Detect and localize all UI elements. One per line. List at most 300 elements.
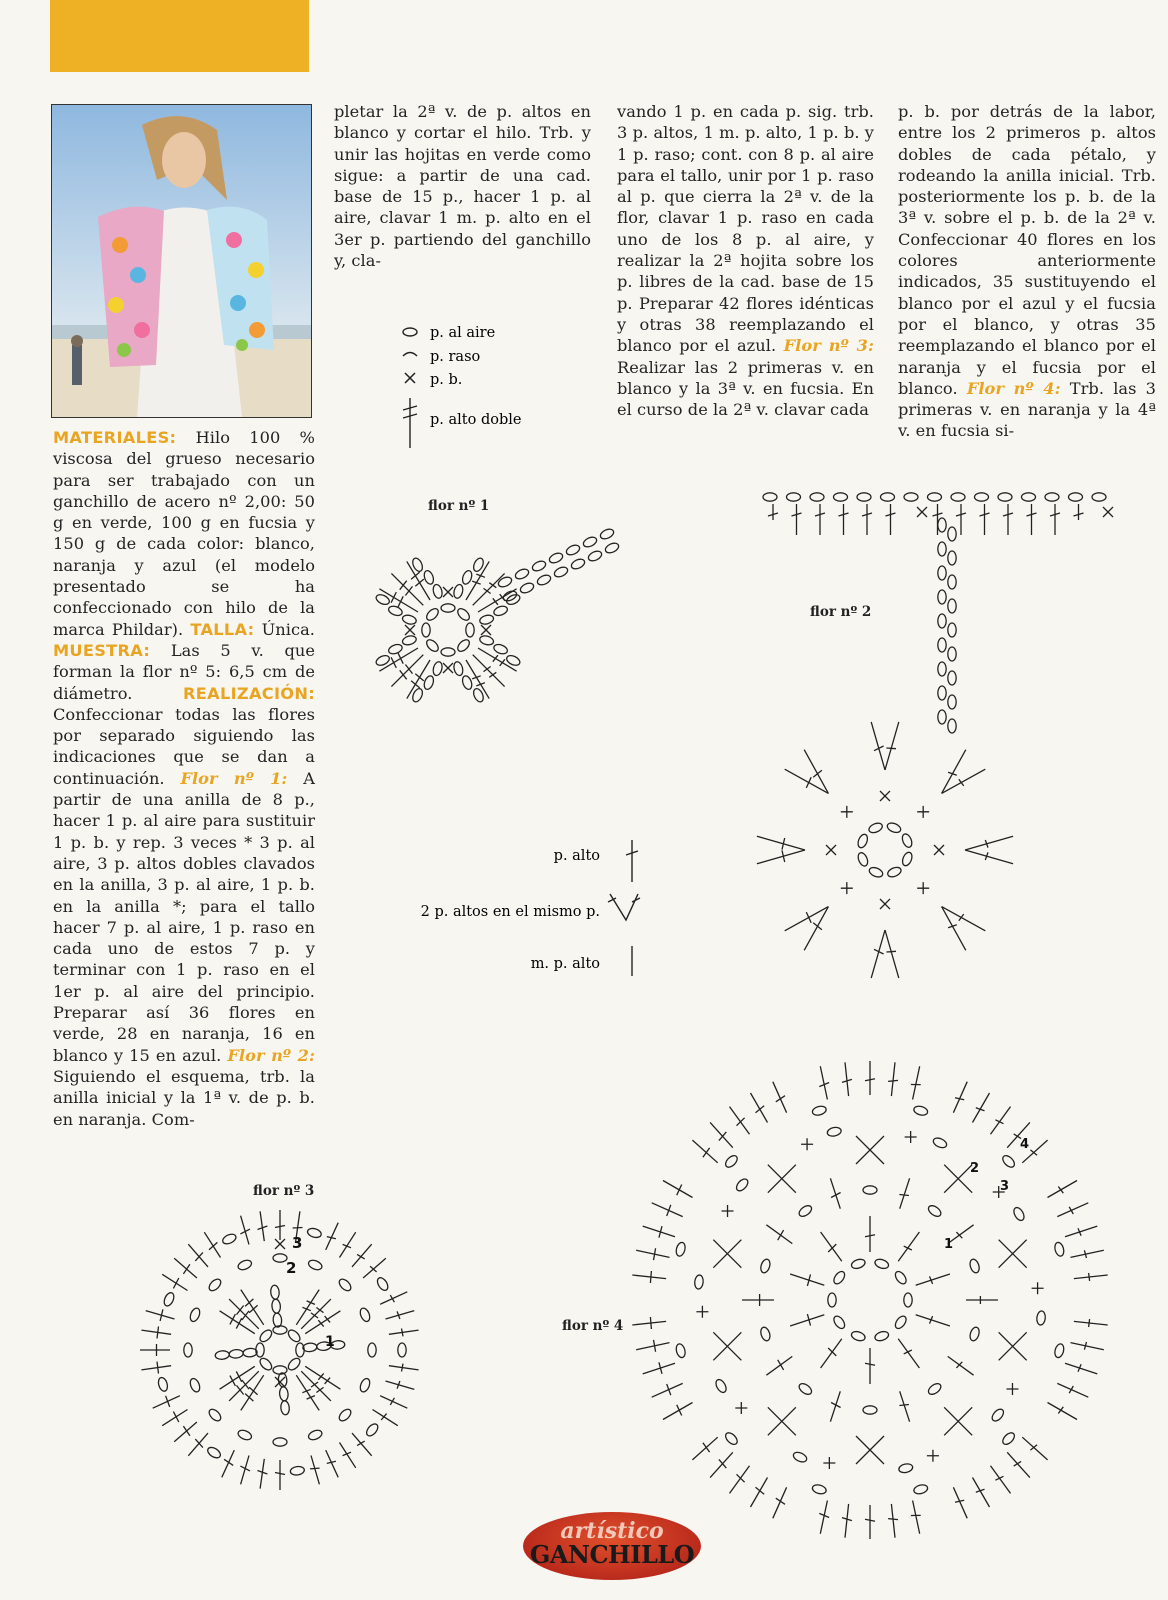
chain-stitch-symbol — [948, 527, 956, 541]
chain-stitch-symbol — [422, 623, 430, 637]
chain-stitch-symbol — [368, 1343, 376, 1357]
double-crochet-symbol — [933, 504, 943, 535]
chain-stitch-symbol — [938, 662, 946, 676]
double-crochet-symbol — [386, 1381, 415, 1389]
double-crochet-symbol — [888, 1504, 898, 1538]
chain-stitch-symbol — [402, 614, 418, 626]
double-crochet-symbol — [1065, 1226, 1097, 1237]
legend-p-alto-doble: p. alto doble — [430, 412, 522, 428]
double-crochet-symbol — [258, 1211, 268, 1241]
double-crochet-symbol — [1074, 1319, 1108, 1327]
chain-stitch-symbol — [832, 1314, 847, 1330]
double-crochet-symbol — [636, 1248, 669, 1260]
double-crochet-symbol — [916, 1274, 950, 1285]
chain-stitch-symbol — [497, 575, 513, 589]
chain-stitch-symbol — [286, 1328, 302, 1344]
double-treble-symbol — [296, 1290, 319, 1325]
chain-stitch-symbol — [948, 695, 956, 709]
double-crochet-symbol — [1048, 1181, 1078, 1198]
chain-stitch-symbol — [797, 1381, 813, 1396]
single-crochet-symbol — [917, 507, 927, 517]
column-2-text: pletar la 2ª v. de p. altos en blanco y cortar el hilo. Trb. y unir las hojitas en verde como sigue: a partir de una cad. base de 15 p., hacer 1 p. al aire, clavar 1 m. p. alto en el 3er p. partiendo del ganchillo y, cla- — [334, 102, 591, 271]
ganchillo-logo — [523, 1512, 701, 1580]
chain-stitch-symbol — [850, 1258, 866, 1270]
double-crochet-symbol — [911, 1066, 921, 1099]
double-treble-symbol — [473, 573, 505, 605]
chain-stitch-symbol — [425, 607, 441, 623]
double-crochet-symbol — [326, 1450, 339, 1477]
legend-m-p-alto: m. p. alto — [530, 956, 600, 972]
crossed-stitch-symbol — [944, 1165, 972, 1193]
double-crochet-symbol — [885, 722, 899, 770]
double-crochet-symbol — [1027, 504, 1037, 535]
chain-stitch-symbol — [714, 1378, 728, 1394]
realizacion-label: REALIZACIÓN: — [183, 683, 315, 703]
double-crochet-symbol — [966, 1296, 998, 1304]
chain-stitch-symbol — [832, 1270, 847, 1286]
chain-stitch-symbol — [810, 493, 824, 501]
chain-stitch-symbol — [850, 1330, 866, 1342]
double-crochet-symbol — [140, 1344, 170, 1356]
double-crochet-symbol — [643, 1362, 675, 1374]
chain-stitch-symbol — [868, 866, 884, 879]
double-crochet-symbol — [886, 504, 896, 535]
double-crochet-symbol — [899, 1178, 909, 1208]
double-treble-symbol — [241, 1375, 264, 1410]
double-crochet-symbol — [751, 1478, 768, 1508]
chain-stitch-symbol — [951, 493, 965, 501]
muestra-text: Las 5 v. que forman la flor nº 5: 6,5 cm de diámetro. — [53, 640, 315, 703]
chain-stitch-symbol — [1022, 493, 1036, 501]
single-crochet-symbol — [722, 1205, 734, 1217]
double-crochet-symbol — [862, 504, 872, 535]
double-crochet-symbol — [663, 1181, 693, 1198]
double-treble-symbol — [305, 1311, 340, 1334]
chain-stitch-symbol — [337, 1277, 353, 1293]
chain-stitch-symbol — [913, 1483, 929, 1495]
double-treble-symbol — [391, 573, 423, 605]
double-crochet-symbol — [842, 1504, 852, 1538]
chain-stitch-symbol — [425, 638, 441, 654]
double-crochet-symbol — [373, 1410, 398, 1426]
double-crochet-symbol — [692, 1140, 717, 1163]
chain-stitch-symbol — [423, 569, 436, 585]
double-crochet-symbol — [821, 1339, 842, 1368]
double-crochet-symbol — [1065, 1363, 1097, 1374]
chain-stitch-symbol — [901, 851, 914, 867]
double-crochet-symbol — [174, 1422, 197, 1442]
double-crochet-symbol — [965, 850, 1013, 864]
double-crochet-symbol — [953, 1487, 967, 1518]
chain-stitch-symbol — [723, 1153, 739, 1169]
double-crochet-symbol — [632, 1317, 666, 1329]
chain-stitch-symbol — [273, 1438, 287, 1446]
single-crochet-symbol — [841, 806, 853, 818]
single-crochet-symbol — [405, 625, 415, 635]
double-crochet-symbol — [141, 1327, 171, 1339]
double-crochet-symbol — [742, 1294, 774, 1306]
crossed-stitch-symbol — [944, 1407, 972, 1435]
double-crochet-symbol — [842, 1062, 852, 1096]
chain-stitch-symbol — [1053, 1343, 1065, 1359]
double-crochet-symbol — [326, 1223, 339, 1250]
chain-stitch-symbol — [461, 675, 474, 691]
double-crochet-symbol — [773, 1487, 787, 1518]
double-crochet-symbol — [751, 1093, 768, 1123]
double-crochet-symbol — [258, 1459, 268, 1489]
double-crochet-symbol — [363, 1258, 386, 1278]
chain-stitch-symbol — [913, 1105, 929, 1117]
chain-stitch-symbol — [797, 1203, 813, 1218]
chain-stitch-symbol — [834, 493, 848, 501]
chain-stitch-symbol — [900, 833, 913, 849]
chain-stitch-symbol — [364, 1422, 380, 1438]
chain-stitch-symbol — [863, 1186, 877, 1194]
double-crochet-symbol — [766, 1225, 792, 1244]
chain-stitch-symbol — [932, 1136, 948, 1149]
double-crochet-symbol — [768, 504, 778, 520]
chain-stitch-symbol — [375, 1276, 390, 1292]
double-crochet-symbol — [352, 1433, 372, 1456]
round-number-2: 2 — [286, 1259, 297, 1277]
chain-stitch-symbol — [387, 605, 403, 618]
chain-stitch-symbol — [604, 541, 620, 555]
single-crochet-symbol — [443, 663, 453, 673]
double-crochet-symbol — [980, 504, 990, 535]
chain-stitch-symbol — [938, 614, 946, 628]
chain-stitch-symbol — [948, 575, 956, 589]
chain-stitch-symbol — [827, 1126, 842, 1137]
double-crochet-symbol — [821, 1232, 842, 1261]
flor1-text: A partir de una anilla de 8 p., hacer 1 p. al aire para sustituir 1 p. b. y rep. 3 veces * 3 p. al aire, 3 p. altos dobles clavados en la anilla, 3 p. al aire, 1 p. b. en la anilla *; para el tallo hacer 7 p. al aire, 1 p. raso en cada uno de estos 7 p. y terminar con 1 p. raso en el 1er p. al aire del principio. Preparar así 36 flores en verde, 28 en naranja, 16 en blanco y 15 en azul. — [53, 768, 316, 1065]
chain-stitch-symbol — [675, 1343, 687, 1359]
crossed-stitch-symbol — [856, 1436, 884, 1464]
double-treble-symbol — [229, 1299, 259, 1329]
chain-stitch-symbol — [948, 599, 956, 613]
double-crochet-symbol — [991, 1107, 1011, 1135]
double-crochet-symbol — [1050, 504, 1060, 535]
chain-stitch-symbol — [548, 551, 564, 565]
chain-stitch-symbol — [423, 675, 436, 691]
chain-stitch-symbol — [881, 493, 895, 501]
chain-stitch-symbol — [307, 1428, 323, 1441]
double-crochet-symbol — [792, 504, 802, 535]
chain-stitch-symbol — [904, 1293, 912, 1307]
chain-stitch-symbol — [1045, 493, 1059, 501]
double-crochet-symbol — [222, 1450, 235, 1477]
chain-stitch-symbol — [694, 1275, 704, 1290]
double-crochet-symbol — [340, 1232, 356, 1257]
chain-stitch-symbol — [271, 1299, 281, 1314]
chain-stitch-symbol — [286, 1356, 302, 1372]
chain-stitch-symbol — [1001, 1431, 1017, 1447]
double-crochet-symbol — [1074, 1273, 1108, 1281]
chain-stitch-symbol — [975, 493, 989, 501]
column-4-text: p. b. por detrás de la labor, entre los 2 primeros p. altos dobles de cada pétalo, y rodeando la anilla inicial. Trb. posteriormente los p. b. de la 3ª v. sobre el p. b. de la 2ª v. Confeccionar 40 flores en los colores anteriormente indicados, 35 sustituyendo el blanco por el azul y el fucsia por el blanco, y otras 35 reemplazando el blanco por el naranja y el fucsia por el blanco. Flor nº 4: Trb. las 3 primeras v. en naranja y la 4ª v. en fucsia si- — [898, 102, 1156, 441]
single-crochet-symbol — [443, 587, 453, 597]
chain-stitch-symbol — [519, 581, 535, 595]
column-2 — [334, 101, 591, 271]
chain-stitch-symbol — [270, 1285, 280, 1300]
legend-p-al-aire: p. al aire — [430, 325, 496, 341]
double-treble-symbol — [301, 1299, 331, 1329]
chain-stitch-symbol — [587, 549, 603, 563]
single-crochet-symbol — [880, 899, 890, 909]
logo-line-1: artístico — [560, 1518, 664, 1544]
double-crochet-symbol — [916, 1315, 950, 1326]
chain-stitch-symbol — [493, 643, 509, 656]
double-treble-symbol — [229, 1371, 259, 1401]
chain-stitch-symbol — [258, 1328, 274, 1344]
chain-stitch-symbol — [893, 1270, 908, 1286]
double-crochet-symbol — [1057, 1383, 1088, 1397]
chain-stitch-symbol — [938, 638, 946, 652]
crossed-stitch-symbol — [768, 1165, 796, 1193]
chain-stitch-symbol — [1053, 1241, 1065, 1257]
crossed-stitch-symbol — [768, 1407, 796, 1435]
round-number-2-flor4: 2 — [970, 1161, 980, 1176]
double-crochet-symbol — [204, 1232, 220, 1257]
double-crochet-symbol — [899, 1391, 909, 1421]
chain-stitch-symbol — [1069, 493, 1083, 501]
chain-stitch-symbol — [358, 1307, 371, 1323]
double-crochet-symbol — [871, 722, 885, 770]
chain-stitch-symbol — [938, 566, 946, 580]
chain-stitch-symbol — [1001, 1153, 1017, 1169]
flor1-label: Flor nº 1: — [180, 768, 288, 788]
chain-stitch-symbol — [157, 1376, 169, 1392]
chain-stitch-symbol — [493, 605, 509, 618]
chain-stitch-symbol — [273, 1366, 287, 1374]
double-crochet-symbol — [643, 1226, 675, 1238]
double-crochet-symbol — [188, 1244, 208, 1267]
chain-stitch-symbol — [387, 643, 403, 656]
chain-stitch-symbol — [279, 1386, 289, 1401]
chain-stitch-symbol — [553, 565, 569, 579]
double-crochet-symbol — [1071, 1342, 1104, 1350]
double-crochet-symbol — [991, 1466, 1011, 1494]
crossed-stitch-symbol — [713, 1332, 741, 1360]
talla-label: TALLA: — [190, 619, 255, 639]
diagram-flor-2 — [757, 493, 1113, 978]
single-crochet-symbol — [826, 845, 836, 855]
double-crochet-symbol — [956, 504, 966, 535]
double-crochet-symbol — [162, 1410, 187, 1426]
double-crochet-symbol — [352, 1244, 372, 1267]
chain-stitch-symbol — [258, 1356, 274, 1372]
flor3-label-col3: Flor nº 3: — [783, 336, 875, 356]
double-crochet-symbol — [310, 1456, 320, 1485]
chain-stitch-symbol — [531, 559, 547, 573]
chain-stitch-symbol — [456, 607, 472, 623]
chain-stitch-symbol — [306, 1227, 322, 1239]
double-crochet-symbol — [898, 1339, 919, 1368]
crossed-stitch-symbol — [999, 1240, 1027, 1268]
caption-flor-2: flor nº 2 — [810, 604, 872, 620]
single-crochet-symbol — [841, 882, 853, 894]
diagram-flor-3 — [140, 1210, 419, 1490]
diagram-flor-1 — [375, 527, 620, 703]
double-crochet-symbol — [865, 1061, 875, 1095]
double-crochet-symbol — [188, 1433, 208, 1456]
double-crochet-symbol — [1007, 1452, 1030, 1477]
single-crochet-symbol — [1006, 1383, 1018, 1395]
double-crochet-symbol — [1022, 1437, 1047, 1460]
single-crochet-symbol — [696, 1306, 708, 1318]
chain-stitch-symbol — [675, 1241, 687, 1257]
double-crochet-symbol — [389, 1364, 419, 1372]
double-crochet-symbol — [340, 1443, 356, 1468]
chain-stitch-symbol — [479, 614, 495, 626]
single-crochet-symbol — [880, 791, 890, 801]
double-crochet-symbol — [819, 1066, 829, 1099]
single-crochet-symbol — [801, 1138, 813, 1150]
double-crochet-symbol — [636, 1340, 669, 1352]
round-number-1-flor4: 1 — [944, 1237, 954, 1252]
chain-stitch-symbol — [273, 1254, 287, 1262]
single-crochet-symbol — [481, 625, 491, 635]
chain-stitch-symbol — [938, 686, 946, 700]
double-crochet-symbol — [973, 1093, 990, 1123]
chain-stitch-symbol — [599, 527, 615, 541]
chain-stitch-symbol — [904, 493, 918, 501]
double-crochet-symbol — [275, 1210, 285, 1240]
chain-stitch-symbol — [968, 1258, 980, 1274]
chain-stitch-symbol — [207, 1407, 223, 1423]
double-crochet-symbol — [790, 1274, 824, 1286]
chain-stitch-symbol — [432, 584, 444, 600]
chain-stitch-symbol — [290, 1466, 305, 1476]
double-crochet-symbol — [275, 1460, 285, 1490]
double-crochet-symbol — [380, 1292, 407, 1305]
chain-stitch-symbol — [565, 543, 581, 557]
double-crochet-symbol — [865, 1216, 875, 1252]
column-3 — [617, 101, 874, 420]
double-crochet-symbol — [1048, 1403, 1078, 1420]
chain-stitch-symbol — [990, 1407, 1006, 1423]
realizacion-text: Confeccionar todas las flores por separado siguiendo las indicaciones que se dan a continuación. — [53, 704, 315, 788]
double-crochet-symbol — [692, 1437, 717, 1460]
chain-stitch-symbol — [243, 1348, 258, 1358]
double-crochet-symbol — [730, 1466, 750, 1494]
legend-p-raso: p. raso — [430, 349, 481, 365]
chain-stitch-symbol — [206, 1445, 222, 1460]
single-crochet-symbol — [735, 1402, 747, 1414]
double-crochet-symbol — [730, 1107, 750, 1135]
chain-stitch-symbol — [188, 1377, 201, 1393]
chain-stitch-symbol — [466, 623, 474, 637]
double-crochet-symbol — [839, 504, 849, 535]
chain-stitch-symbol — [207, 1277, 223, 1293]
chain-stitch-symbol — [215, 1350, 230, 1360]
chain-stitch-symbol — [856, 851, 869, 867]
chain-stitch-symbol — [307, 1258, 323, 1271]
chain-stitch-symbol — [938, 518, 946, 532]
materiales-label: MATERIALES: — [53, 428, 177, 447]
double-crochet-symbol — [973, 1478, 990, 1508]
chain-stitch-symbol — [256, 1343, 264, 1357]
chain-stitch-symbol — [273, 1313, 283, 1328]
double-crochet-symbol — [790, 1314, 824, 1326]
chain-stitch-symbol — [857, 493, 871, 501]
chain-stitch-symbol — [927, 1203, 943, 1218]
chain-stitch-symbol — [998, 493, 1012, 501]
chain-stitch-symbol — [441, 604, 455, 612]
chain-stitch-symbol — [280, 1400, 290, 1415]
crossed-stitch-symbol — [856, 1136, 884, 1164]
chain-stitch-symbol — [162, 1291, 175, 1307]
double-crochet-symbol — [663, 1403, 693, 1420]
diagram-flor-4 — [632, 1061, 1107, 1539]
double-crochet-symbol — [710, 1452, 733, 1477]
chain-stitch-symbol — [938, 542, 946, 556]
single-crochet-symbol — [905, 1131, 917, 1143]
double-crochet-symbol — [1057, 1203, 1088, 1217]
double-treble-symbol — [296, 1375, 319, 1410]
double-crochet-symbol — [871, 930, 885, 978]
caption-flor-1: flor nº 1 — [428, 498, 490, 514]
round-number-1: 1 — [325, 1334, 335, 1350]
double-crochet-symbol — [948, 1356, 974, 1375]
chain-stitch-symbol — [811, 1483, 827, 1495]
chain-stitch-symbol — [237, 1258, 253, 1271]
chain-stitch-symbol — [303, 1343, 318, 1353]
chain-stitch-symbol — [1092, 493, 1106, 501]
chain-stitch-symbol — [452, 661, 464, 677]
chain-stitch-symbol — [514, 567, 530, 581]
double-crochet-symbol — [389, 1329, 419, 1337]
chain-stitch-symbol — [763, 493, 777, 501]
materiales-text: Hilo 100 % viscosa del grueso necesario para ser trabajado con un ganchillo de acero nº 2,00: 50 g en verde, 100 g en fucsia y 150 g de cada color: blanco, naranja y azul (el modelo presentado se ha confeccionado con hilo de la marca Phildar). — [53, 428, 315, 639]
flor2-label: Flor nº 2: — [227, 1045, 315, 1065]
chain-stitch-symbol — [874, 1258, 890, 1270]
double-crochet-symbol — [380, 1396, 407, 1409]
double-crochet-symbol — [162, 1274, 187, 1290]
chain-stitch-symbol — [927, 1381, 943, 1396]
chain-stitch-symbol — [221, 1232, 237, 1245]
single-crochet-symbol — [275, 1239, 285, 1249]
double-crochet-symbol — [815, 504, 825, 535]
double-crochet-symbol — [953, 1082, 967, 1113]
chain-stitch-symbol — [432, 661, 444, 677]
muestra-label: MUESTRA: — [53, 640, 151, 660]
double-crochet-symbol — [153, 1396, 180, 1409]
double-crochet-symbol — [386, 1311, 415, 1319]
chain-stitch-symbol — [938, 590, 946, 604]
double-crochet-symbol — [865, 1348, 875, 1384]
double-crochet-symbol — [141, 1362, 171, 1374]
chain-stitch-symbol — [948, 647, 956, 661]
double-crochet-symbol — [652, 1203, 683, 1217]
double-treble-symbol — [391, 655, 423, 687]
chain-stitch-symbol — [188, 1307, 201, 1323]
double-crochet-symbol — [632, 1271, 666, 1283]
double-crochet-symbol — [830, 1178, 840, 1208]
double-crochet-symbol — [819, 1501, 829, 1534]
round-number-3: 3 — [292, 1234, 303, 1252]
double-crochet-symbol — [1074, 504, 1084, 520]
chain-stitch-symbol — [948, 623, 956, 637]
double-crochet-symbol — [1071, 1250, 1104, 1258]
double-crochet-symbol — [240, 1216, 250, 1245]
chain-stitch-symbol — [1012, 1206, 1026, 1222]
chain-stitch-symbol — [734, 1177, 750, 1193]
double-crochet-symbol — [757, 850, 805, 864]
double-crochet-symbol — [174, 1258, 197, 1278]
chain-stitch-symbol — [1036, 1311, 1046, 1326]
chain-stitch-symbol — [237, 1428, 253, 1441]
double-crochet-symbol — [652, 1383, 683, 1397]
